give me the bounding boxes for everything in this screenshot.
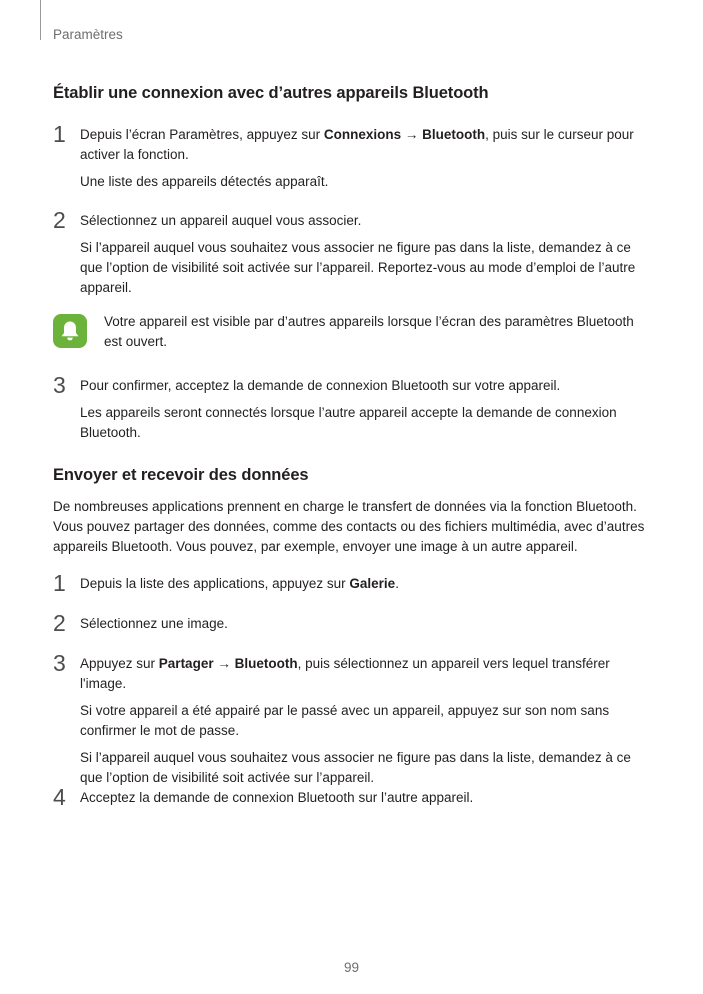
step-text: Sélectionnez un appareil auquel vous associer. xyxy=(80,213,362,228)
transfer-step-2 xyxy=(53,610,653,636)
header-rule xyxy=(40,0,41,40)
connect-step-3 xyxy=(53,372,653,443)
step-number: 3 xyxy=(53,372,66,398)
step-subtext: Si l’appareil auquel vous souhaitez vous associer ne figure pas dans la liste, demandez à ce que l’option de visibilité soit activée sur l’appareil. Reportez-vous au mode d’emploi de l’autre appareil. xyxy=(80,240,636,295)
section-title-connect: Établir une connexion avec d’autres appareils Bluetooth xyxy=(53,84,489,102)
step-text: Appuyez sur Partager → Bluetooth, puis sélectionnez un appareil vers lequel transférer l'image. xyxy=(80,656,610,691)
galerie-label: Galerie xyxy=(349,576,396,591)
step-text: Depuis la liste des applications, appuyez sur Galerie. xyxy=(80,576,399,591)
step-text: Acceptez la demande de connexion Bluetooth sur l’autre appareil. xyxy=(80,790,474,805)
page-number: 99 xyxy=(343,960,360,975)
step-subtext: Si votre appareil a été appairé par le passé avec un appareil, appuyez sur son nom sans confirmer le mot de passe. xyxy=(80,703,610,738)
connect-step-1 xyxy=(53,121,653,192)
step-number: 2 xyxy=(53,610,66,636)
note-text: Votre appareil est visible par d’autres appareils lorsque l’écran des paramètres Bluetooth est ouvert. xyxy=(104,314,634,349)
step-text: Pour confirmer, acceptez la demande de connexion Bluetooth sur votre appareil. xyxy=(80,378,561,393)
step-subtext: Une liste des appareils détectés apparaît. xyxy=(80,174,329,189)
transfer-step-4 xyxy=(53,784,653,810)
step-number: 4 xyxy=(53,784,66,810)
bluetooth-label: Bluetooth xyxy=(422,127,486,142)
bell-icon xyxy=(53,314,87,348)
transfer-step-3 xyxy=(53,650,653,788)
partager-label: Partager xyxy=(158,656,214,671)
step-number: 3 xyxy=(53,650,66,676)
arrow-icon: → xyxy=(213,656,235,671)
step-subtext: Si l’appareil auquel vous souhaitez vous associer ne figure pas dans la liste, demandez à ce que l’option de visibilité soit activée sur l’appareil. xyxy=(80,750,631,785)
transfer-step-1 xyxy=(53,570,653,596)
arrow-icon: → xyxy=(401,127,423,142)
step-subtext: Les appareils seront connectés lorsque l’autre appareil accepte la demande de connexion Bluetooth. xyxy=(80,405,617,440)
section-title-transfer: Envoyer et recevoir des données xyxy=(53,466,309,484)
step-number: 1 xyxy=(53,121,66,147)
step-text: Sélectionnez une image. xyxy=(80,616,228,631)
connexions-label: Connexions xyxy=(323,127,402,142)
step-number: 2 xyxy=(53,207,66,233)
step-text: Depuis l’écran Paramètres, appuyez sur Connexions → Bluetooth, puis sur le curseur pour activer la fonction. xyxy=(80,127,634,162)
transfer-intro: De nombreuses applications prennent en charge le transfert de données via la fonction Bluetooth. Vous pouvez partager des données, comme des contacts ou des fichiers multimédia, avec d’autres appareils Bluetooth. Vous pouvez, par exemple, envoyer une image à un autre appareil. xyxy=(53,499,645,554)
bluetooth-label: Bluetooth xyxy=(234,656,298,671)
connect-step-2 xyxy=(53,207,653,298)
note-box xyxy=(53,312,653,352)
chapter-title: Paramètres xyxy=(53,27,123,42)
step-number: 1 xyxy=(53,570,66,596)
